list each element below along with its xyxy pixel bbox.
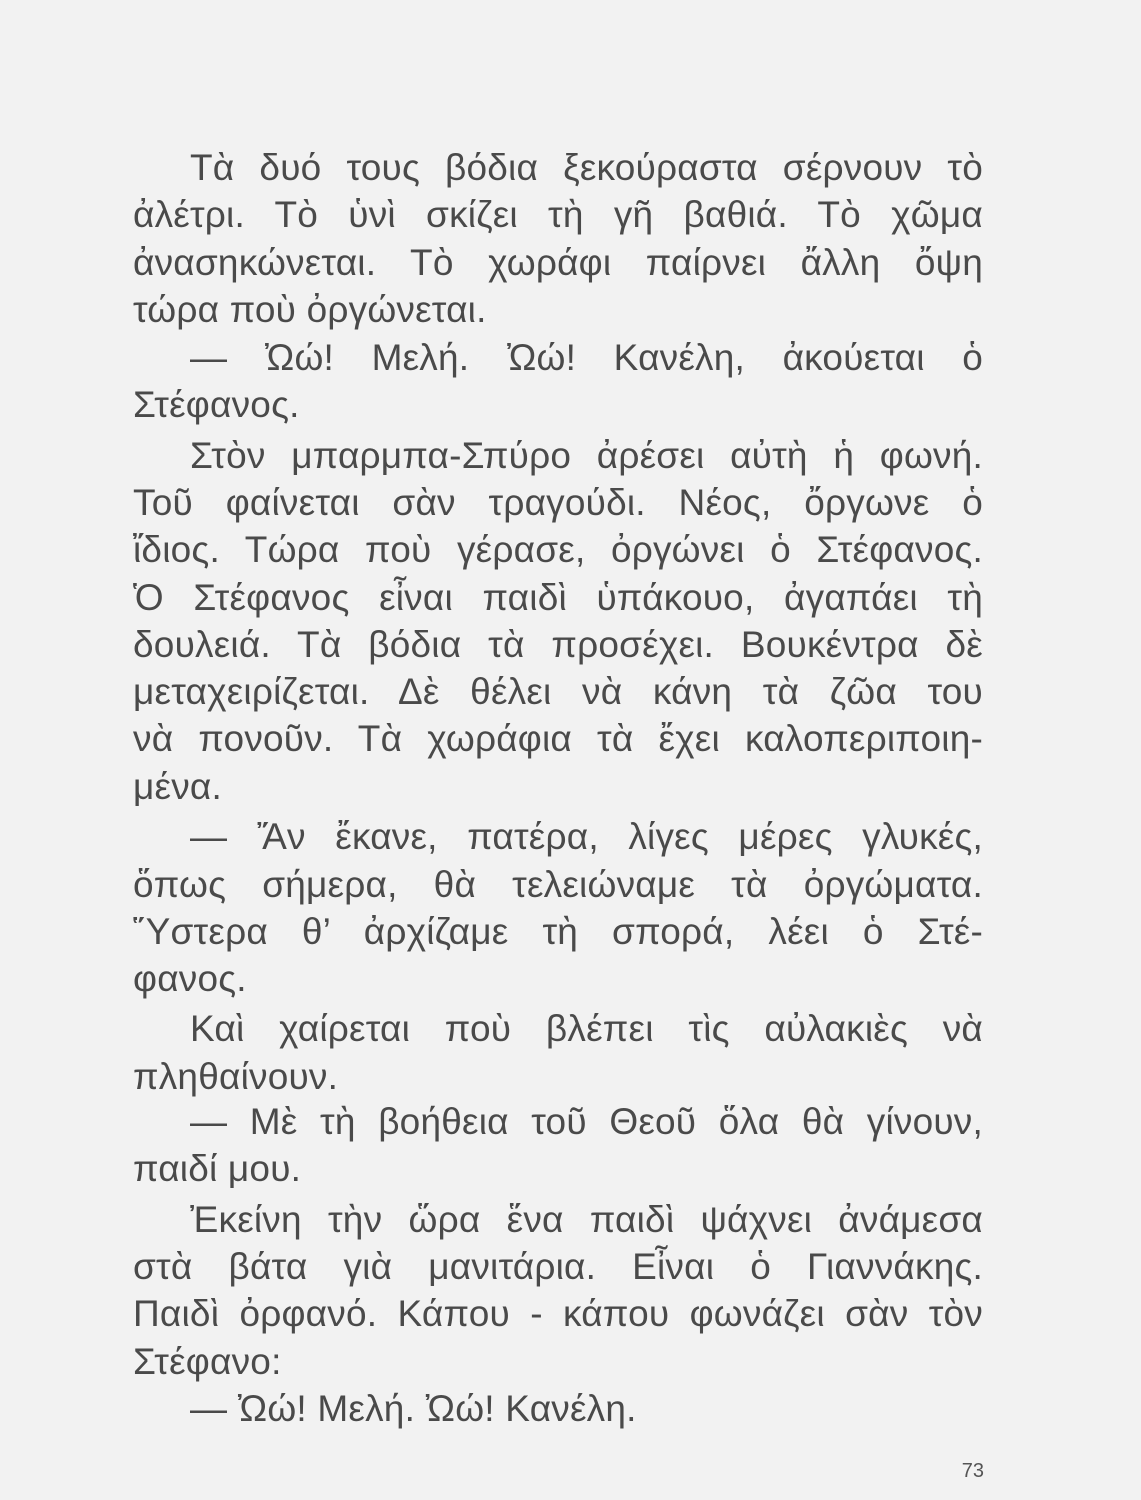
text-line: Παιδὶ ὀρφανό. Κάπου - κάπου φωνάζει σὰν τὸν [133,1293,983,1334]
text-line: ὅπως σήμερα, θὰ τελειώναμε τὰ ὀργώματα. [133,864,983,905]
text-line: — Ὠώ! Μελή. Ὠώ! Κανέλη. [190,1388,637,1429]
text-line: ἴδιος. Τώρα ποὺ γέρασε, ὀργώνει ὁ Στέφανος. [133,529,983,570]
text-line: Τὰ δυό τους βόδια ξεκούραστα σέρνουν τὸ [190,147,983,188]
text-line: — Ἄν ἔκανε, πατέρα, λίγες μέρες γλυκές, [190,816,983,857]
text-line: Στέφανο: [133,1341,282,1382]
page-number: 73 [961,1460,984,1482]
text-line: Στὸν μπαρμπα-Σπύρο ἀρέσει αὐτὴ ἡ φωνή. [190,435,983,476]
text-line: Ἐκείνη τὴν ὥρα ἕνα παιδὶ ψάχνει ἀνάμεσα [190,1199,983,1240]
text-line: μένα. [133,766,222,807]
text-line: ἀλέτρι. Τὸ ὑνὶ σκίζει τὴ γῆ βαθιά. Τὸ χῶμα [133,194,983,235]
text-line: Ὁ Στέφανος εἶναι παιδὶ ὑπάκουο, ἀγαπάει τὴ [133,577,983,618]
text-line: στὰ βάτα γιὰ μανιτάρια. Εἶναι ὁ Γιαννάκης. [133,1246,983,1287]
text-line: ἀνασηκώνεται. Τὸ χωράφι παίρνει ἄλλη ὄψη [133,242,983,283]
text-line: μεταχειρίζεται. Δὲ θέλει νὰ κάνη τὰ ζῶα του [133,671,983,712]
text-line: φανος. [133,958,247,999]
text-line: παιδί μου. [133,1148,302,1189]
text-line: — Ὠώ! Μελή. Ὠώ! Κανέλη, ἀκούεται ὁ [190,337,983,378]
text-line: Τοῦ φαίνεται σὰν τραγούδι. Νέος, ὄργωνε ὁ [133,482,983,523]
text-line: νὰ πονοῦν. Τὰ χωράφια τὰ ἔχει καλοπεριποιη- [133,718,983,759]
text-line: — Μὲ τὴ βοήθεια τοῦ Θεοῦ ὅλα θὰ γίνουν, [190,1101,983,1142]
text-line: Καὶ χαίρεται ποὺ βλέπει τὶς αὐλακιὲς νὰ [190,1008,983,1049]
text-line: πληθαίνουν. [133,1056,339,1097]
text-line: δουλειά. Τὰ βόδια τὰ προσέχει. Βουκέντρα δὲ [133,624,983,665]
text-line: Στέφανος. [133,384,300,425]
text-line: τώρα ποὺ ὀργώνεται. [133,289,487,330]
text-line: Ὕστερα θ’ ἀρχίζαμε τὴ σπορά, λέει ὁ Στέ- [133,911,983,952]
